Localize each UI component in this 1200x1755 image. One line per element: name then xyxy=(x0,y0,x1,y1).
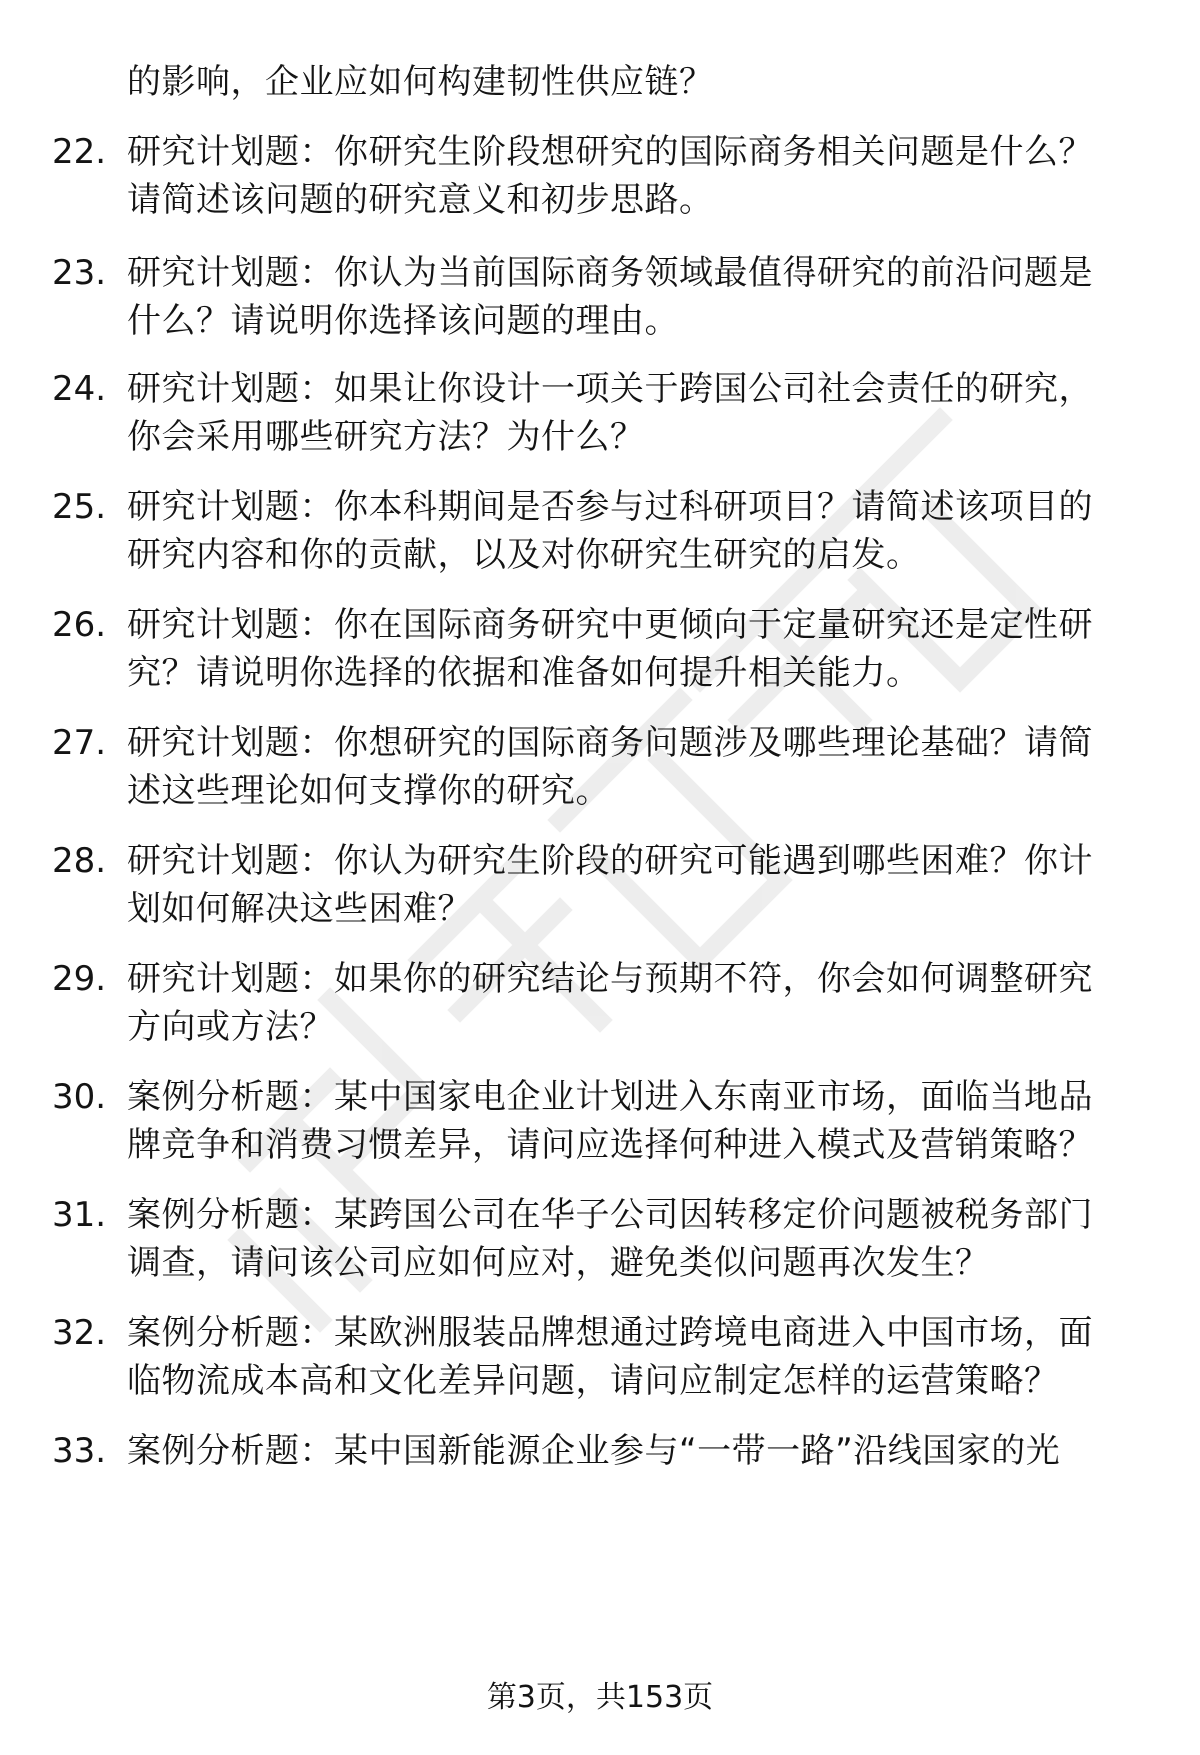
question-text: 研究计划题：你研究生阶段想研究的国际商务相关问题是什么？ 请简述该问题的研究意义和初步思路。 xyxy=(127,132,1093,220)
continuation-text: 的影响，企业应如何构建韧性供应链？ xyxy=(127,62,714,102)
question-item-29 xyxy=(0,955,1200,1055)
question-number: 24. xyxy=(52,369,107,409)
question-text: 案例分析题：某中国家电企业计划进入东南亚市场，面临当地品 牌竞争和消费习惯差异，请问应选择何种进入模式及营销策略？ xyxy=(127,1077,1093,1165)
question-number: 27. xyxy=(52,723,107,763)
question-text: 研究计划题：你认为研究生阶段的研究可能遇到哪些困难？你计 划如何解决这些困难？ xyxy=(127,841,1093,929)
question-item-27 xyxy=(0,719,1200,819)
question-number: 23. xyxy=(52,253,107,293)
question-text: 研究计划题：你在国际商务研究中更倾向于定量研究还是定性研 究？请说明你选择的依据和准备如何提升相关能力。 xyxy=(127,605,1093,693)
question-text: 案例分析题：某欧洲服装品牌想通过跨境电商进入中国市场，面 临物流成本高和文化差异问题，请问应制定怎样的运营策略？ xyxy=(127,1313,1093,1401)
page-footer: 第3页，共153页 xyxy=(486,1680,714,1715)
question-item-30 xyxy=(0,1073,1200,1173)
question-number: 31. xyxy=(52,1195,107,1235)
question-number: 22. xyxy=(52,132,107,172)
question-text: 案例分析题：某中国新能源企业参与“一带一路”沿线国家的光 xyxy=(127,1431,1061,1471)
question-item-24 xyxy=(0,365,1200,465)
question-text: 研究计划题：如果让你设计一项关于跨国公司社会责任的研究， 你会采用哪些研究方法？为什么？ xyxy=(127,369,1093,457)
question-text: 研究计划题：如果你的研究结论与预期不符，你会如何调整研究 方向或方法？ xyxy=(127,959,1093,1047)
question-text: 研究计划题：你认为当前国际商务领域最值得研究的前沿问题是 什么？请说明你选择该问题的理由。 xyxy=(127,253,1093,341)
question-number: 29. xyxy=(52,959,107,999)
question-item-28 xyxy=(0,837,1200,937)
question-text: 研究计划题：你本科期间是否参与过科研项目？请简述该项目的 研究内容和你的贡献，以及对你研究生研究的启发。 xyxy=(127,487,1093,575)
question-item-31 xyxy=(0,1191,1200,1291)
question-item-26 xyxy=(0,601,1200,701)
question-number: 25. xyxy=(52,487,107,527)
question-number: 26. xyxy=(52,605,107,645)
question-number: 30. xyxy=(52,1077,107,1117)
question-number: 33. xyxy=(52,1431,107,1471)
question-text: 案例分析题：某跨国公司在华子公司因转移定价问题被税务部门 调查，请问该公司应如何应对，避免类似问题再次发生？ xyxy=(127,1195,1093,1283)
question-item-32 xyxy=(0,1309,1200,1409)
question-number: 28. xyxy=(52,841,107,881)
question-item-22 xyxy=(0,128,1200,228)
question-item-25 xyxy=(0,483,1200,583)
question-item-23 xyxy=(0,249,1200,349)
question-item-33 xyxy=(0,1427,1200,1527)
question-number: 32. xyxy=(52,1313,107,1353)
question-text: 研究计划题：你想研究的国际商务问题涉及哪些理论基础？请简 述这些理论如何支撑你的研究。 xyxy=(127,723,1093,811)
